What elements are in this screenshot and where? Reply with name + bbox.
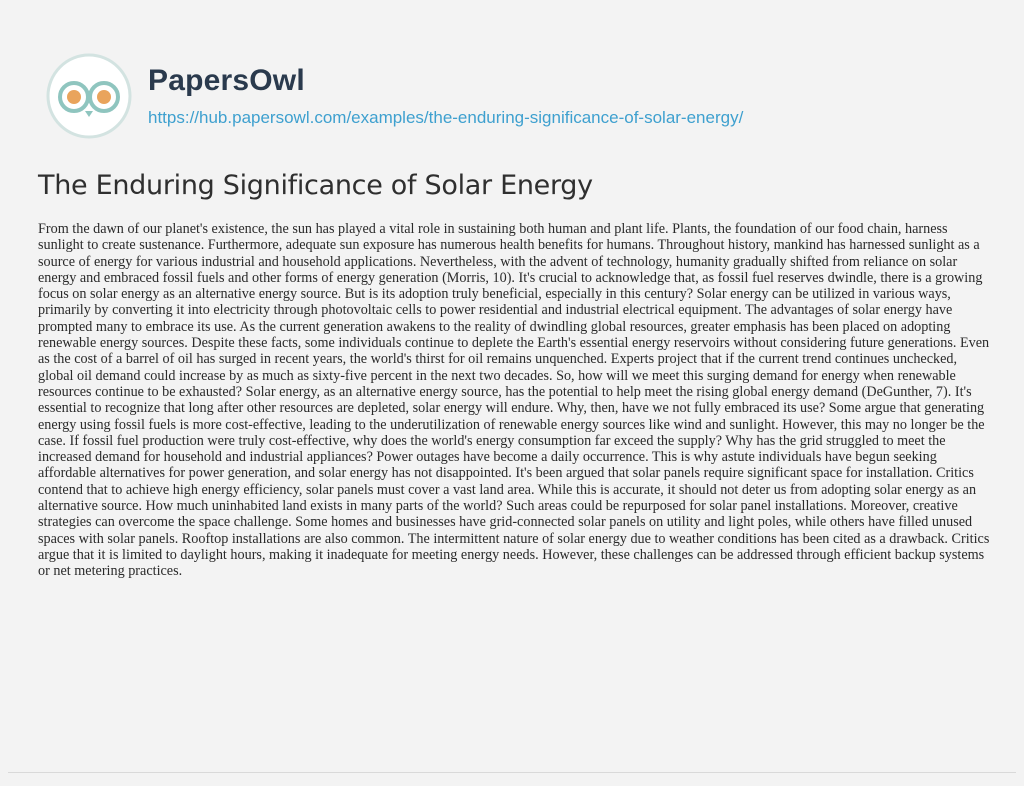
source-url-link[interactable]: https://hub.papersowl.com/examples/the-enduring-significance-of-solar-energy/ [148, 108, 744, 127]
brand-name: PapersOwl [148, 64, 305, 97]
header [44, 56, 743, 136]
footer-divider [8, 772, 1016, 773]
article-title: The Enduring Significance of Solar Energy [38, 170, 593, 201]
article-body: From the dawn of our planet's existence, the sun has played a vital role in sustaining both human and plant life. Plants, the foundation of our food chain, harness sunlight to create sustenance. Furthermore, adequate sun exposure has numerous health benefits for humans. Throughout history, mankind has harnessed sunlight as a source of energy for various industrial and household applications. Nevertheless, with the advent of technology, humanity gradually shifted from reliance on solar energy and embraced fossil fuels and other forms of energy generation (Morris, 10). It's crucial to acknowledge that, as fossil fuel reserves dwindle, there is a growing focus on solar energy as an alternative energy source. But is its adoption truly beneficial, especially in this century? Solar energy can be utilized in various ways, primarily by converting it into electricity through photovoltaic cells to power residential and industrial electrical equipment. The advantages of solar energy have prompted many to embrace its use. As the current generation awakens to the reality of dwindling global resources, greater emphasis has been placed on adopting renewable energy sources. Despite these facts, some individuals continue to deplete the Earth's essential energy reservoirs without considering future generations. Even as the cost of a barrel of oil has surged in recent years, the world's thirst for oil remains unquenched. Experts project that if the current trend continues unchecked, global oil demand could increase by as much as sixty-five percent in the next two decades. So, how will we meet this surging demand for energy when renewable resources continue to be exhausted? Solar energy, as an alternative energy source, has the potential to help meet the rising global energy demand (DeGunther, 7). It's essential to recognize that long after other resources are depleted, solar energy will endure. Why, then, have we not fully embraced its use? Some argue that generating energy using fossil fuels is more cost-effective, leading to the underutilization of renewable energy sources like wind and sunlight. However, this may no longer be the case. If fossil fuel production were truly cost-effective, why does the world's energy consumption far exceed the supply? Why has the grid struggled to meet the increased demand for household and industrial appliances? Power outages have become a daily occurrence. This is why astute individuals have begun seeking affordable alternatives for power generation, and solar energy has not disappointed. It's been argued that solar panels require significant space for installation. Critics contend that to achieve high energy efficiency, solar panels must cover a vast land area. While this is accurate, it should not deter us from adopting solar energy as an alternative source. How much uninhabited land exists in many parts of the world? Such areas could be repurposed for solar panel installations. Moreover, creative strategies can overcome the space challenge. Some homes and businesses have grid-connected solar panels on utility and light poles, while others have filled unused spaces with solar panels. Rooftop installations are also common. The intermittent nature of solar energy due to weather conditions has been cited as a drawback. Critics argue that it is limited to daylight hours, making it inadequate for meeting energy needs. However, these challenges can be addressed through efficient backup systems or net metering practices. [38, 221, 990, 580]
owl-eyes-icon [44, 53, 134, 139]
brand [148, 64, 743, 128]
